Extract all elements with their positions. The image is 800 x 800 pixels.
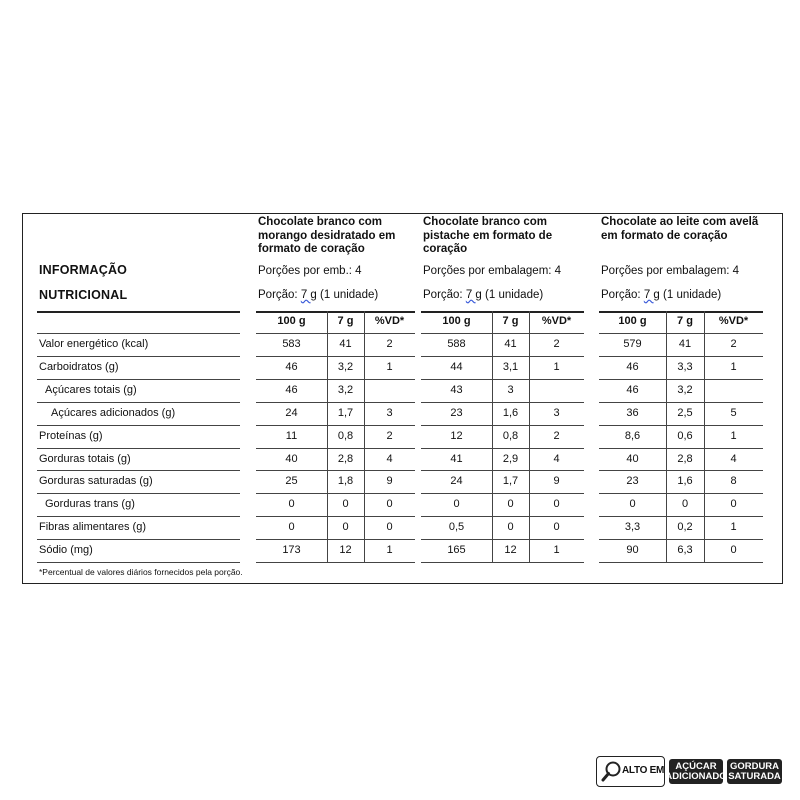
nutrient-value: 579 <box>623 338 642 350</box>
row-rule <box>599 539 763 540</box>
portion-size <box>258 289 378 301</box>
nutrient-value: 0 <box>507 498 514 511</box>
group-top-rule <box>256 311 415 313</box>
portion-prefix: Porção: <box>423 289 466 301</box>
product-name-line: pistache em formato de <box>423 229 553 242</box>
nutrient-value: 3 <box>507 383 514 396</box>
row-rule <box>599 333 763 334</box>
portion-suffix: (1 unidade) <box>659 289 722 301</box>
row-rule <box>421 448 584 449</box>
column-header: %VD* <box>718 315 749 327</box>
nutrient-label: Açúcares adicionados (g) <box>51 406 176 419</box>
row-rule <box>37 402 240 403</box>
row-rule <box>256 448 415 449</box>
portion-amount: 7 g <box>465 289 482 301</box>
portion-suffix: (1 unidade) <box>481 289 544 301</box>
nutrient-label: Gorduras trans (g) <box>45 498 135 511</box>
row-rule <box>256 402 415 403</box>
product-name-line: Chocolate branco com <box>423 216 547 228</box>
nutrient-value: 0,2 <box>677 521 693 534</box>
nutrient-value: 588 <box>447 338 466 350</box>
portion-prefix: Porção: <box>601 289 644 301</box>
portion-amount: 7 g <box>643 289 660 301</box>
table-bottom-rule <box>37 562 240 563</box>
saturated-fat-line-1: GORDURA <box>729 760 780 772</box>
nutrient-value: 165 <box>447 544 466 557</box>
row-rule <box>599 402 763 403</box>
nutrient-value: 0 <box>730 498 737 511</box>
nutrient-value: 36 <box>626 406 639 419</box>
nutrient-value: 0,5 <box>448 521 465 534</box>
nutrient-value: 1,7 <box>502 475 519 488</box>
nutrient-label: Açúcares totais (g) <box>45 383 137 396</box>
row-rule <box>421 379 584 380</box>
nutrient-value: 1 <box>553 544 560 557</box>
column-header: %VD* <box>374 315 405 327</box>
nutrient-value: 90 <box>626 544 639 557</box>
nutrient-label: Gorduras totais (g) <box>39 452 131 465</box>
product-name-line: em formato de coração <box>601 229 728 242</box>
row-rule <box>37 448 240 449</box>
product-name-line: Chocolate branco com <box>258 216 382 228</box>
nutrient-value: 3,2 <box>337 360 354 373</box>
nutrient-value: 4 <box>553 452 560 465</box>
nutrient-value: 46 <box>626 383 639 396</box>
nutrient-value: 9 <box>386 475 393 488</box>
nutrient-value: 2 <box>730 338 737 350</box>
nutrient-value: 0 <box>288 521 295 534</box>
footnote: *Percentual de valores diários fornecidos pela porção. <box>39 567 243 577</box>
magnifier-icon <box>601 760 623 782</box>
row-rule <box>599 516 763 517</box>
nutrient-value: 46 <box>285 383 298 396</box>
nutrient-value: 2,5 <box>677 406 693 419</box>
nutrient-value: 1 <box>386 544 393 557</box>
nutrient-value: 23 <box>450 406 463 419</box>
row-rule <box>37 470 240 471</box>
nutrient-value: 173 <box>282 544 301 557</box>
table-bottom-rule <box>599 562 763 563</box>
product-name-line: Chocolate ao leite com avelã <box>601 216 759 228</box>
column-header: 100 g <box>442 315 471 327</box>
nutrient-value: 2 <box>553 338 560 350</box>
portion-suffix: (1 unidade) <box>316 289 379 301</box>
column-header: 7 g <box>337 315 354 327</box>
row-rule <box>421 470 584 471</box>
nutrient-value: 12 <box>339 544 352 557</box>
nutrient-value: 41 <box>339 338 352 350</box>
nutrient-value: 3,2 <box>677 383 693 396</box>
nutrient-value: 1 <box>386 360 393 373</box>
nutrient-value: 0 <box>730 544 737 557</box>
nutrient-value: 3 <box>553 406 560 419</box>
nutrient-value: 40 <box>285 452 298 465</box>
nutrient-label: Carboidratos (g) <box>39 360 119 373</box>
nutrient-value: 1,7 <box>337 406 354 419</box>
column-header: 7 g <box>502 315 519 327</box>
row-rule <box>599 448 763 449</box>
nutrient-value: 8 <box>730 475 737 488</box>
nutrient-value: 43 <box>450 383 463 396</box>
nutrition-facts-panel <box>22 213 783 584</box>
row-rule <box>599 470 763 471</box>
nutrient-value: 1 <box>553 360 560 373</box>
nutrient-value: 0 <box>342 521 349 534</box>
nutrient-value: 3,1 <box>502 360 519 373</box>
row-rule <box>599 425 763 426</box>
nutrient-value: 41 <box>450 452 463 465</box>
nutrient-value: 25 <box>285 475 298 488</box>
nutrient-value: 1,6 <box>677 475 693 488</box>
servings-per-package: Porções por embalagem: 4 <box>601 265 740 277</box>
row-rule <box>256 493 415 494</box>
nutrient-value: 12 <box>450 429 463 442</box>
nutrient-value: 8,6 <box>624 429 641 442</box>
nutrient-value: 23 <box>626 475 639 488</box>
nutrient-value: 0 <box>453 498 460 511</box>
nutrient-value: 0 <box>386 521 393 534</box>
row-rule <box>421 516 584 517</box>
row-rule <box>421 356 584 357</box>
nutrient-value: 1,6 <box>502 406 519 419</box>
nutrient-label: Proteínas (g) <box>39 429 103 442</box>
nutrient-value: 0 <box>553 498 560 511</box>
nutrient-value: 1 <box>730 429 737 442</box>
nutrient-value: 40 <box>626 452 639 465</box>
nutrient-value: 4 <box>730 452 737 465</box>
row-rule <box>37 516 240 517</box>
row-rule <box>256 379 415 380</box>
added-sugar-line-1: AÇÚCAR <box>675 760 717 772</box>
added-sugar-line-2: ADICIONADO <box>665 770 727 782</box>
nutrient-value: 3,3 <box>624 521 641 534</box>
nutrient-value: 12 <box>504 544 517 557</box>
row-rule <box>421 493 584 494</box>
table-bottom-rule <box>256 562 415 563</box>
alto-em-badge <box>596 756 665 787</box>
nutrient-value: 9 <box>553 475 560 488</box>
product-name-line: coração <box>423 243 468 255</box>
label-top-rule <box>37 311 240 313</box>
nutrient-value: 46 <box>285 360 298 373</box>
row-rule <box>256 539 415 540</box>
row-rule <box>421 333 584 334</box>
nutrient-label: Valor energético (kcal) <box>39 338 149 350</box>
nutrient-value: 24 <box>285 406 298 419</box>
nutrient-value: 583 <box>282 338 301 350</box>
row-rule <box>421 402 584 403</box>
title-line-1: INFORMAÇÃO <box>39 263 128 277</box>
nutrient-value: 0 <box>386 498 393 511</box>
row-rule <box>37 356 240 357</box>
row-rule <box>256 425 415 426</box>
nutrient-value: 41 <box>678 338 692 350</box>
row-rule <box>37 493 240 494</box>
nutrient-label: Gorduras saturadas (g) <box>39 475 153 488</box>
portion-size <box>423 289 543 301</box>
nutrient-value: 6,3 <box>677 544 693 557</box>
alto-em-label: ALTO EM <box>622 765 664 776</box>
row-rule <box>256 333 415 334</box>
nutrient-value: 44 <box>450 360 463 373</box>
nutrient-value: 0 <box>681 498 689 511</box>
row-rule <box>37 425 240 426</box>
row-rule <box>256 356 415 357</box>
product-name-line: formato de coração <box>258 243 365 255</box>
nutrient-value: 5 <box>730 406 737 419</box>
title-line-2: NUTRICIONAL <box>39 288 128 302</box>
column-header: %VD* <box>541 315 572 327</box>
nutrient-value: 0,8 <box>502 429 519 442</box>
nutrient-value: 0 <box>507 521 514 534</box>
nutrient-value: 1 <box>730 360 737 373</box>
nutrient-value: 0 <box>553 521 560 534</box>
row-rule <box>421 539 584 540</box>
saturated-fat-line-2: SATURADA <box>728 770 781 782</box>
nutrient-label: Fibras alimentares (g) <box>39 521 146 534</box>
row-rule <box>256 470 415 471</box>
group-top-rule <box>599 311 763 313</box>
row-rule <box>37 539 240 540</box>
row-rule <box>256 516 415 517</box>
servings-per-package: Porções por embalagem: 4 <box>423 265 562 277</box>
nutrient-value: 41 <box>504 338 517 350</box>
nutrient-value: 0 <box>342 498 349 511</box>
row-rule <box>599 379 763 380</box>
nutrient-label: Sódio (mg) <box>39 544 93 557</box>
row-rule <box>37 333 240 334</box>
row-rule <box>599 356 763 357</box>
column-header: 7 g <box>677 315 693 327</box>
column-header: 100 g <box>618 315 647 327</box>
nutrient-value: 3,2 <box>337 383 354 396</box>
product-name-line: morango desidratado em <box>258 229 396 242</box>
portion-prefix: Porção: <box>258 289 301 301</box>
added-sugar-badge <box>665 759 727 784</box>
nutrient-value: 0 <box>288 498 295 511</box>
row-rule <box>599 493 763 494</box>
nutrient-value: 24 <box>450 475 463 488</box>
nutrient-value: 2 <box>386 338 393 350</box>
saturated-fat-badge <box>727 759 782 784</box>
nutrient-value: 3 <box>386 406 393 419</box>
portion-amount: 7 g <box>300 289 317 301</box>
table-bottom-rule <box>421 562 584 563</box>
nutrient-value: 3,3 <box>677 360 693 373</box>
nutrient-value: 1,8 <box>337 475 354 488</box>
row-rule <box>421 425 584 426</box>
portion-size <box>601 289 721 301</box>
nutrient-value: 2 <box>386 429 393 442</box>
nutrient-value: 1 <box>730 521 737 534</box>
nutrient-value: 11 <box>285 429 298 442</box>
nutrient-value: 4 <box>386 452 393 465</box>
nutrient-value: 46 <box>626 360 639 373</box>
nutrient-value: 0,6 <box>677 429 693 442</box>
row-rule <box>37 379 240 380</box>
nutrient-value: 2,8 <box>677 452 693 465</box>
nutrient-value: 0,8 <box>337 429 354 442</box>
nutrient-value: 0 <box>629 498 636 511</box>
group-top-rule <box>421 311 584 313</box>
column-header: 100 g <box>277 315 306 327</box>
nutrient-value: 2,8 <box>337 452 354 465</box>
servings-per-package: Porções por emb.: 4 <box>258 265 362 277</box>
nutrient-value: 2 <box>553 429 560 442</box>
nutrient-value: 2,9 <box>502 452 519 465</box>
